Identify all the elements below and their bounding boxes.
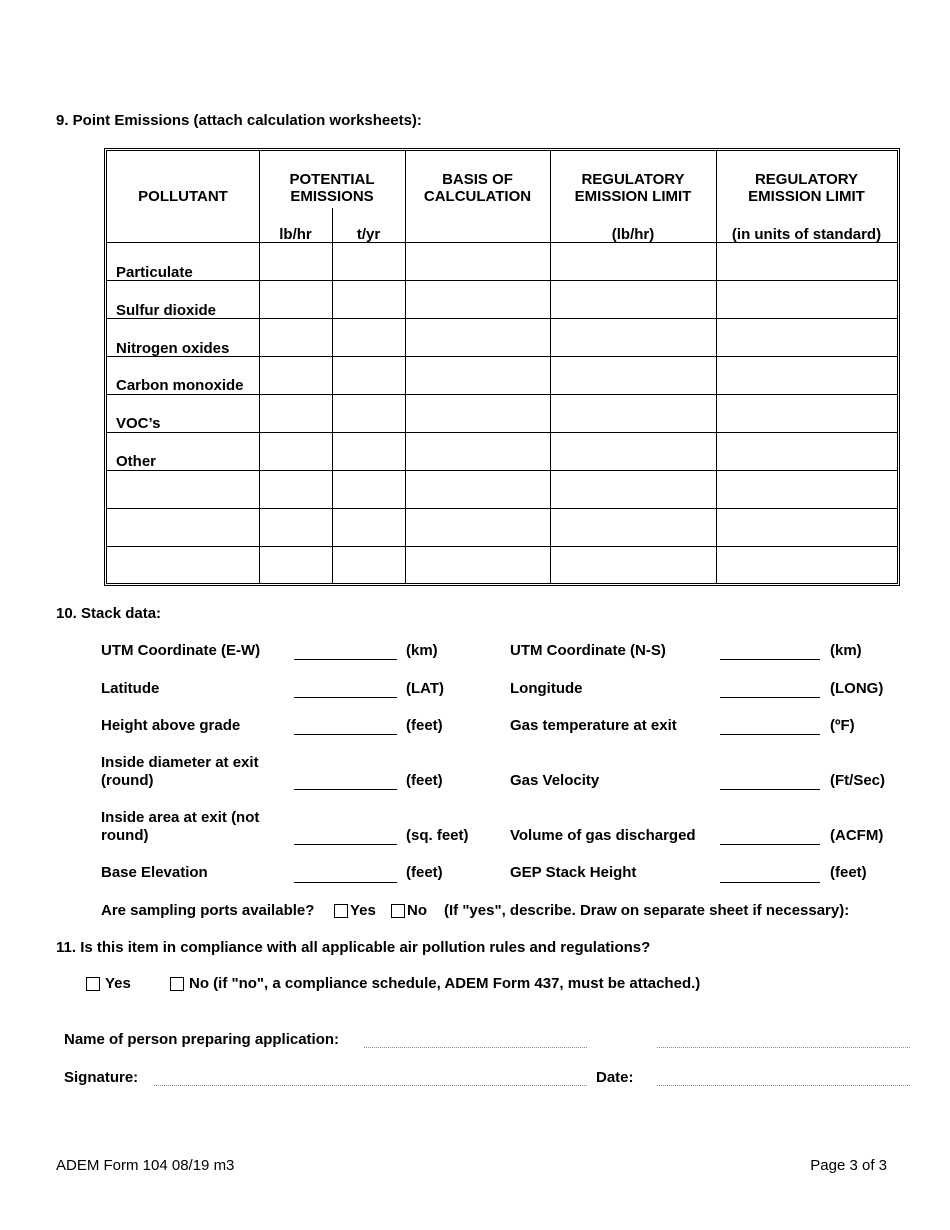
row-divider (107, 318, 897, 319)
header-potential-line1: POTENTIAL (289, 171, 375, 188)
date-label: Date: (596, 1069, 634, 1086)
header-basis-line1: BASIS OF (442, 171, 513, 188)
longitude-field[interactable] (720, 697, 820, 698)
inside-diameter-unit: (feet) (406, 772, 443, 789)
volume-gas-unit: (ACFM) (830, 827, 884, 844)
utm-ew-field[interactable] (294, 659, 397, 660)
gas-velocity-field[interactable] (720, 789, 820, 790)
utm-ns-field[interactable] (720, 659, 820, 660)
compliance-no-checkbox[interactable] (170, 977, 184, 991)
inside-area-unit: (sq. feet) (406, 827, 469, 844)
base-elevation-field[interactable] (294, 882, 397, 883)
header-lbhr: lb/hr (279, 226, 312, 243)
latitude-label: Latitude (101, 680, 160, 697)
header-pollutant: POLLUTANT (138, 188, 228, 205)
header-potential-line2: EMISSIONS (290, 188, 374, 205)
section-9-title: 9. Point Emissions (attach calculation worksheets): (56, 112, 422, 129)
section-11-question: 11. Is this item in compliance with all applicable air pollution rules and regulations? (56, 939, 651, 956)
inside-diameter-label-line2: (round) (101, 772, 154, 789)
row-label-other: Other (116, 453, 157, 470)
inside-area-label-line1: Inside area at exit (not (101, 809, 260, 826)
latitude-unit: (LAT) (406, 680, 445, 697)
row-divider (107, 508, 897, 509)
header-reg-std-line2: EMISSION LIMIT (748, 188, 865, 205)
volume-gas-label: Volume of gas discharged (510, 827, 696, 844)
date-field[interactable] (657, 1085, 910, 1086)
signature-label: Signature: (64, 1069, 139, 1086)
utm-ns-label: UTM Coordinate (N-S) (510, 642, 666, 659)
header-tyr: t/yr (356, 226, 381, 243)
gep-stack-height-field[interactable] (720, 882, 820, 883)
col-divider (405, 151, 406, 583)
gas-temperature-unit: (ºF) (830, 717, 855, 734)
row-label-vocs: VOC’s (116, 415, 161, 432)
volume-gas-field[interactable] (720, 844, 820, 845)
row-divider (107, 432, 897, 433)
longitude-unit: (LONG) (830, 680, 884, 697)
compliance-no-label: No (if "no", a compliance schedule, ADEM Form 437, must be attached.) (189, 975, 701, 992)
gas-temperature-field[interactable] (720, 734, 820, 735)
row-label-sulfur-dioxide: Sulfur dioxide (116, 302, 217, 319)
preparer-title-field[interactable] (657, 1047, 910, 1048)
base-elevation-label: Base Elevation (101, 864, 208, 881)
sampling-ports-question: Are sampling ports available? (101, 902, 315, 919)
preparer-name-field[interactable] (364, 1047, 587, 1048)
inside-area-field[interactable] (294, 844, 397, 845)
utm-ew-label: UTM Coordinate (E-W) (101, 642, 261, 659)
header-reg-std-unit: (in units of standard) (731, 226, 882, 243)
section-10-title: 10. Stack data: (56, 605, 162, 622)
col-divider (259, 151, 260, 583)
header-reg-limit-unit: (lb/hr) (611, 226, 655, 243)
signature-field[interactable] (154, 1085, 587, 1086)
col-divider (716, 151, 717, 583)
row-divider (107, 546, 897, 547)
gas-velocity-label: Gas Velocity (510, 772, 600, 789)
form-id: ADEM Form 104 08/19 m3 (56, 1157, 235, 1174)
utm-ns-unit: (km) (830, 642, 862, 659)
inside-area-label-line2: round) (101, 827, 149, 844)
compliance-yes-label: Yes (105, 975, 131, 992)
gep-stack-height-label: GEP Stack Height (510, 864, 637, 881)
col-divider (550, 151, 551, 583)
header-basis-line2: CALCULATION (423, 188, 532, 205)
row-label-particulate: Particulate (116, 264, 193, 281)
sampling-no-label: No (407, 902, 427, 919)
header-reg-std-line1: REGULATORY (754, 171, 859, 188)
row-label-carbon-monoxide: Carbon monoxide (116, 377, 244, 394)
row-label-nitrogen-oxides: Nitrogen oxides (116, 340, 230, 357)
header-reg-limit-line1: REGULATORY (581, 171, 685, 188)
height-above-grade-field[interactable] (294, 734, 397, 735)
latitude-field[interactable] (294, 697, 397, 698)
gas-temperature-label: Gas temperature at exit (510, 717, 677, 734)
sampling-yes-checkbox[interactable] (334, 904, 348, 918)
gep-stack-height-unit: (feet) (830, 864, 867, 881)
page-number: Page 3 of 3 (810, 1157, 887, 1174)
sampling-yes-label: Yes (350, 902, 376, 919)
gas-velocity-unit: (Ft/Sec) (830, 772, 886, 789)
sampling-ports-note: (If "yes", describe. Draw on separate sheet if necessary): (444, 902, 850, 919)
height-above-grade-unit: (feet) (406, 717, 443, 734)
longitude-label: Longitude (510, 680, 583, 697)
compliance-yes-checkbox[interactable] (86, 977, 100, 991)
preparer-name-label: Name of person preparing application: (64, 1031, 340, 1048)
utm-ew-unit: (km) (406, 642, 438, 659)
inside-diameter-label-line1: Inside diameter at exit (101, 754, 259, 771)
sampling-no-checkbox[interactable] (391, 904, 405, 918)
col-divider (332, 208, 333, 583)
row-divider (107, 470, 897, 471)
emissions-table (104, 148, 900, 586)
header-reg-limit-line2: EMISSION LIMIT (574, 188, 692, 205)
inside-diameter-field[interactable] (294, 789, 397, 790)
row-divider (107, 280, 897, 281)
base-elevation-unit: (feet) (406, 864, 443, 881)
height-above-grade-label: Height above grade (101, 717, 241, 734)
